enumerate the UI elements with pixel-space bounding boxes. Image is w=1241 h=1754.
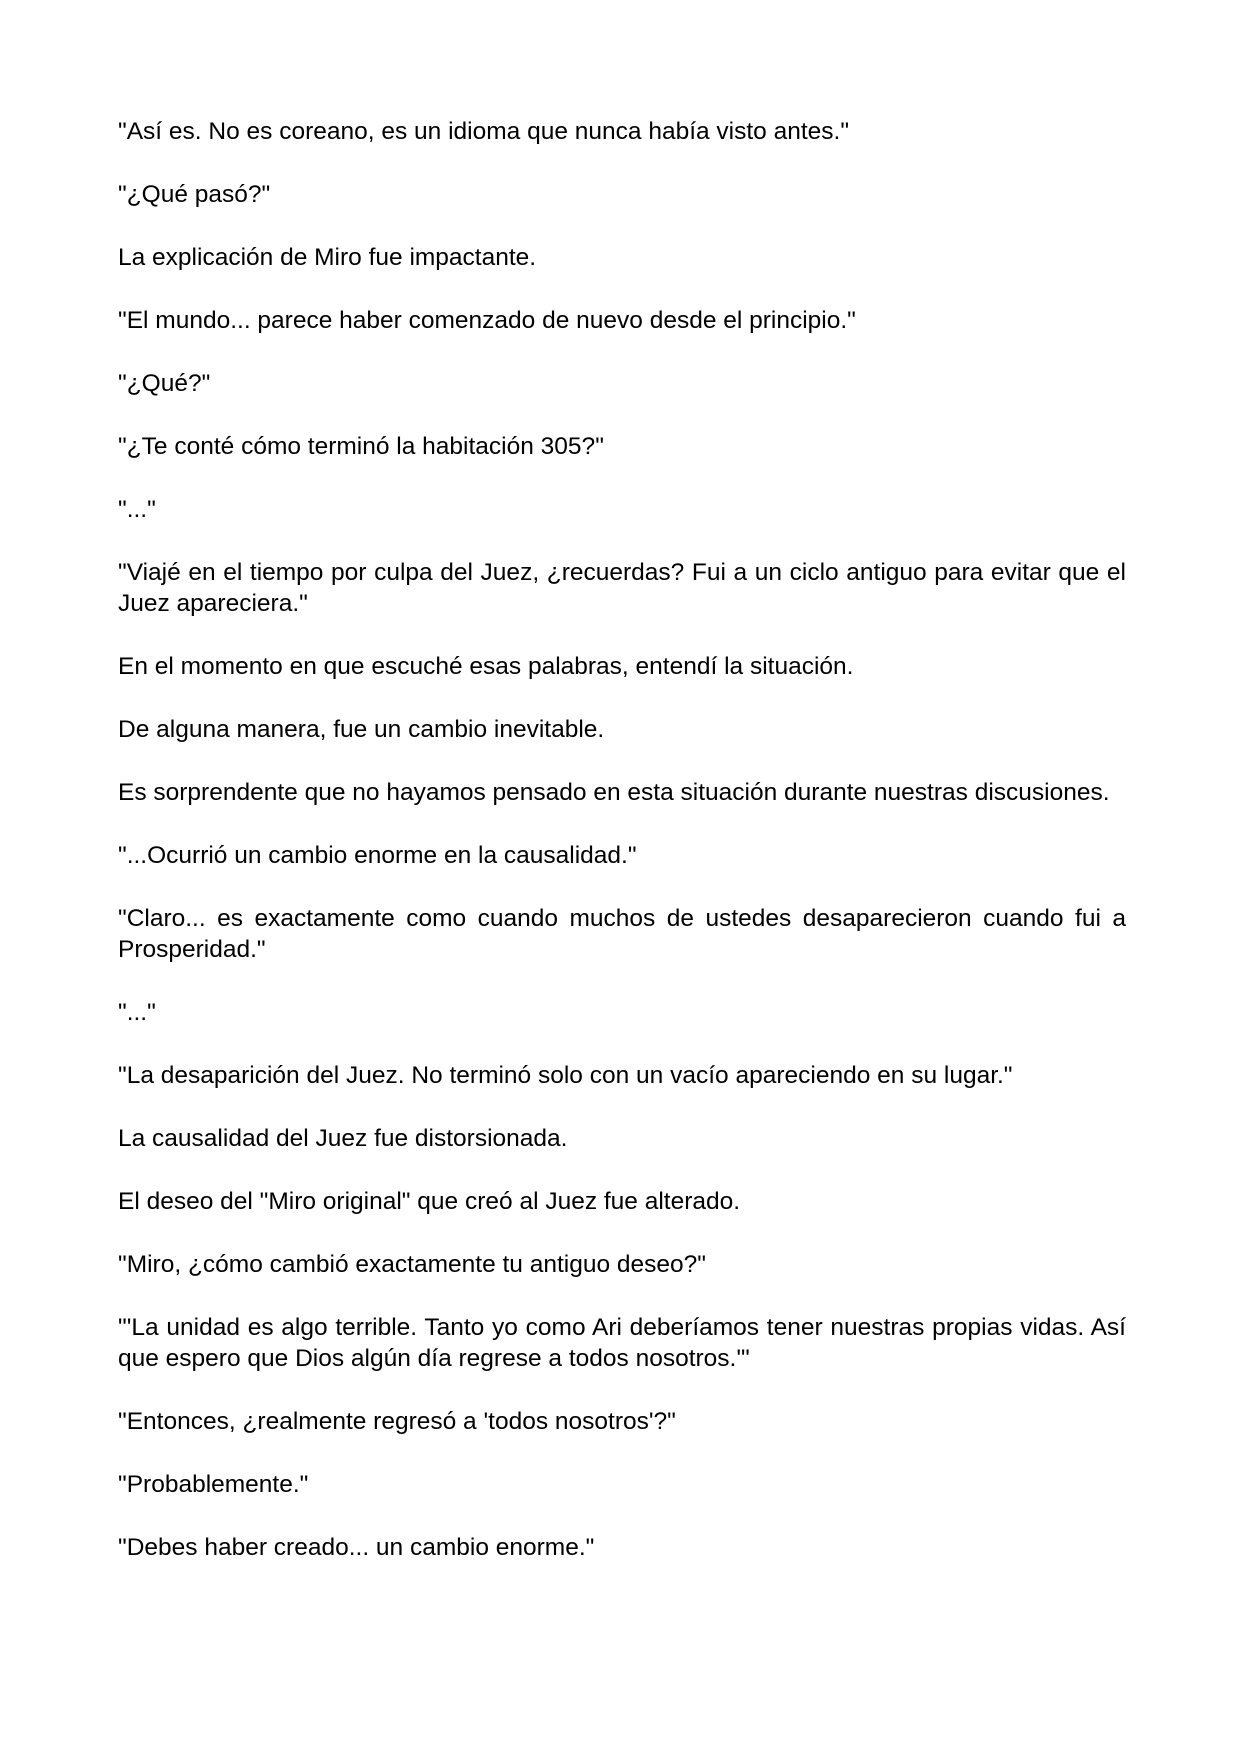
paragraph: "Miro, ¿cómo cambió exactamente tu antiguo deseo?" <box>118 1251 706 1278</box>
paragraph: Es sorprendente que no hayamos pensado en esta situación durante nuestras discusiones. <box>118 779 1110 806</box>
paragraph: "Así es. No es coreano, es un idioma que nunca había visto antes." <box>118 118 850 145</box>
paragraph: "Viajé en el tiempo por culpa del Juez, ¿recuerdas? Fui a un ciclo antiguo para evitar que el Juez apareciera." <box>118 559 1126 617</box>
paragraph: "La desaparición del Juez. No terminó solo con un vacío apareciendo en su lugar." <box>118 1062 1013 1089</box>
paragraph: "Debes haber creado... un cambio enorme." <box>118 1534 595 1561</box>
paragraph: "Probablemente." <box>118 1471 309 1498</box>
paragraph: "..." <box>118 496 156 523</box>
paragraph: "...Ocurrió un cambio enorme en la causalidad." <box>118 842 637 869</box>
paragraph: "'La unidad es algo terrible. Tanto yo como Ari deberíamos tener nuestras propias vidas. Así que espero que Dios algún día regrese a todos nosotros.'" <box>118 1314 1126 1372</box>
paragraph: "Entonces, ¿realmente regresó a 'todos nosotros'?" <box>118 1408 676 1435</box>
document-body <box>118 116 1126 1563</box>
paragraph: "¿Qué pasó?" <box>118 181 271 208</box>
paragraph: La causalidad del Juez fue distorsionada. <box>118 1125 568 1152</box>
paragraph: La explicación de Miro fue impactante. <box>118 244 537 271</box>
paragraph: En el momento en que escuché esas palabras, entendí la situación. <box>118 653 854 680</box>
paragraph: "¿Te conté cómo terminó la habitación 305?" <box>118 433 604 460</box>
paragraph: "Claro... es exactamente como cuando muchos de ustedes desaparecieron cuando fui a Prosperidad." <box>118 905 1126 963</box>
paragraph: De alguna manera, fue un cambio inevitable. <box>118 716 605 743</box>
paragraph: "El mundo... parece haber comenzado de nuevo desde el principio." <box>118 307 856 334</box>
paragraph: "¿Qué?" <box>118 370 211 397</box>
paragraph: "..." <box>118 999 156 1026</box>
paragraph: El deseo del "Miro original" que creó al Juez fue alterado. <box>118 1188 741 1215</box>
